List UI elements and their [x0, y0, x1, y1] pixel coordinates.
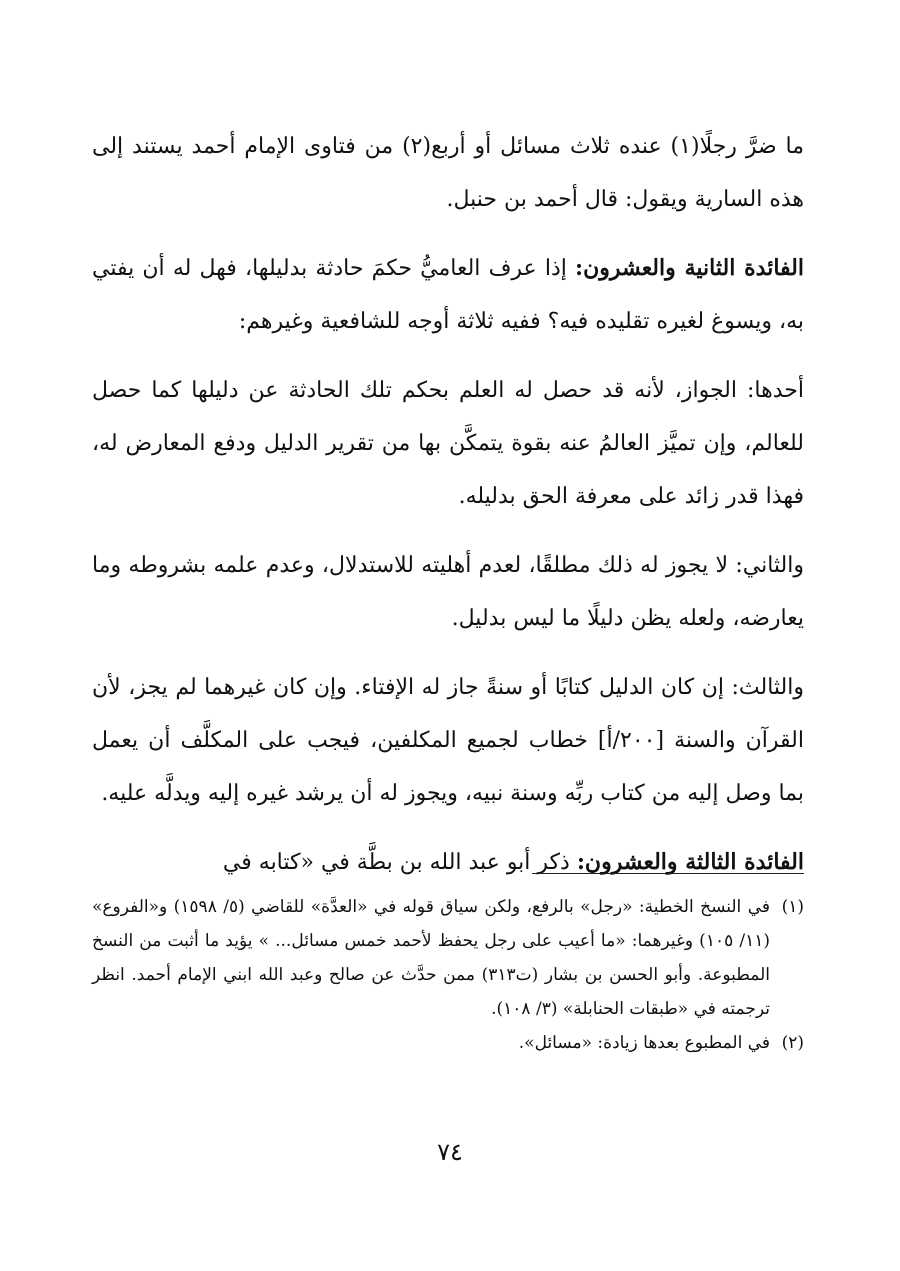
paragraph-3: أحدها: الجواز، لأنه قد حصل له العلم بحكم تلك الحادثة عن دليلها كما حصل للعالم، وإن تميَّز العالمُ عنه بقوة يتمكَّن بها من تقرير الدليل ودفع المعارض له، فهذا قدر زائد على معرفة الحق بدليله. — [92, 378, 805, 509]
paragraph-4: والثاني: لا يجوز له ذلك مطلقًا، لعدم أهليته للاستدلال، وعدم علمه بشروطه وما يعارضه، ولعله يظن دليلًا ما ليس بدليل. — [92, 553, 804, 631]
paragraph-1: ما ضرَّ رجلًا(١) عنده ثلاث مسائل أو أربع(٢) من فتاوى الإمام أحمد يستند إلى هذه السارية ويقول: قال أحمد بن حنبل. — [92, 134, 805, 212]
page-number: ٧٤ — [437, 1138, 463, 1166]
paragraph-5: والثالث: إن كان الدليل كتابًا أو سنةً جاز له الإفتاء. وإن كان غيرهما لم يجز، لأن القرآن والسنة [٢٠٠/أ] خطاب لجميع المكلفين، فيجب على المكلَّف أن يعمل بما وصل إليه من كتاب ربِّه وسنة نبيه، ويجوز له أن يرشد غيره إليه ويدلَّه عليه. — [92, 675, 804, 806]
footnote-number: (١) — [781, 897, 804, 917]
paragraph-2 — [92, 242, 804, 348]
footnote-number: (٢) — [781, 1033, 804, 1053]
footnotes — [92, 890, 804, 1060]
footnote-text: في النسخ الخطية: «رجل» بالرفع، ولكن سياق قوله في «العدَّة» للقاضي (٥/ ١٥٩٨) و«الفروع» (١١/ ١٠٥) وغيرهما: «ما أعيب على رجل يحفظ لأحمد خمس مسائل... » يؤيد ما أثبت من النسخ المطبوعة. وأبو الحسن بن بشار (ت٣١٣) ممن حدَّث عن صالح وعبد الله ابني الإمام أحمد. انظر ترجمته في «طبقات الحنابلة» (٣/ ١٠٨). — [92, 897, 770, 1019]
benefit-22-heading: الفائدة الثانية والعشرون: — [575, 255, 804, 281]
footnote-separator — [532, 873, 804, 874]
footnote-2 — [92, 1026, 804, 1060]
footnote-1 — [92, 890, 804, 1026]
benefit-23-text: ذكر أبو عبد الله بن بطَّة في «كتابه في — [222, 850, 577, 875]
paragraph-6 — [92, 836, 804, 889]
footnote-text: في المطبوع بعدها زيادة: «مسائل». — [518, 1033, 770, 1053]
benefit-22-text: إذا عرف العاميُّ حكمَ حادثة بدليلها، فهل له أن يفتي به، ويسوغ لغيره تقليده فيه؟ ففيه ثلاثة أوجه للشافعية وغيرهم: — [92, 256, 804, 334]
main-text — [92, 120, 804, 905]
benefit-23-heading: الفائدة الثالثة والعشرون: — [576, 849, 804, 875]
